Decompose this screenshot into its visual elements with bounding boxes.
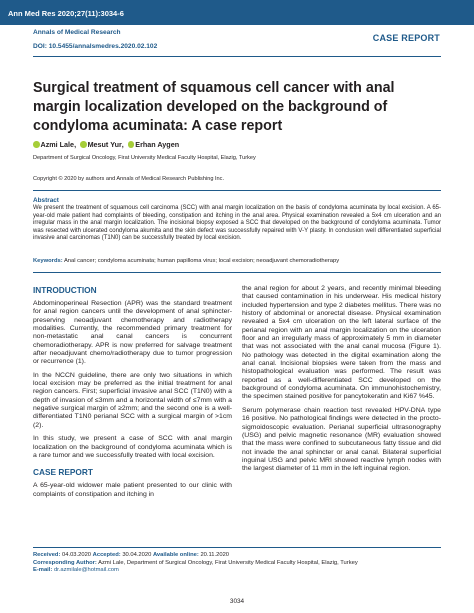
author[interactable] — [128, 140, 179, 149]
article-footer — [33, 552, 441, 575]
available-date: 20.11.2020 — [200, 552, 230, 558]
affiliation: Department of Surgical Oncology, Firat University Medical Faculty Hospital, Elazig, Turkey — [33, 155, 256, 161]
orcid-icon[interactable] — [33, 141, 40, 148]
corresponding-author: Azmi Lale, Department of Surgical Oncology, Firat University Medical Faculty Hospital, Elazig, Turkey — [98, 559, 358, 566]
author-separator: , — [121, 140, 124, 149]
left-column — [33, 285, 232, 504]
intro-paragraph-1: Abdominoperineal Resection (APR) was the standard treatment for anal region cancers until the development of anal sphincter-preserving neoadjuvant chemotherapy and radiotherapy modalities. Currently, the recommended primary treatment for non-metastatic anal canal cancers is concurrent chemoradiotherapy. APR is now preferred for salvage treatment after neoadjuvant chemo/radiotherapy due to tumor progression or recurrence (1). — [33, 300, 232, 366]
copyright-notice: Copyright © 2020 by authors and Annals of Medical Research Publishing Inc. — [33, 176, 225, 182]
case-paragraph: A 65-year-old widower male patient presented to our clinic with complaints of constipation and itching in — [33, 482, 232, 498]
introduction-heading: INTRODUCTION — [33, 285, 97, 295]
top-banner — [0, 0, 474, 25]
orcid-icon[interactable] — [80, 141, 87, 148]
dates-line — [33, 552, 441, 560]
header-divider — [33, 56, 441, 57]
journal-name: Annals of Medical Research — [33, 29, 121, 36]
available-label: Available online: — [152, 552, 199, 558]
author-separator: , — [74, 140, 77, 149]
abstract-heading: Abstract — [33, 197, 59, 204]
doi-link[interactable]: DOI: 10.5455/annalsmedres.2020.02.102 — [33, 43, 158, 50]
accepted-date: 30.04.2020 — [122, 552, 152, 558]
article-type-label: CASE REPORT — [372, 33, 440, 43]
abstract-divider-bottom — [33, 272, 441, 273]
abstract-divider-top — [33, 190, 441, 191]
corresponding-label: Corresponding Author: — [33, 559, 97, 566]
author-name: Erhan Aygen — [135, 140, 180, 149]
abstract-text: We present the treatment of squamous cell carcinoma (SCC) with anal margin localization on the basis of condyloma acuminata by local excision. A 65-year-old male patient had complaints of bleeding, constipation and itching in the anal area. Physical examination revealed a 5x4 cm ulceration and an irregular mass in the anal margin localization. The incisional biopsy exposed a SCC that developed on the background of condyloma acuminata. Tumor was resected with ulcerated condyloma akumita and the skin defect was successfully repaired with V-Y plasty. In conclusion well differentiated superficial invasive anal carcinomas (T1N0) can be successfully treated by local excision. — [33, 205, 441, 242]
received-date: 04.03.2020 — [62, 552, 92, 558]
article-title: Surgical treatment of squamous cell cancer with anal margin localization developed on the background of condyloma acuminata: A case report — [33, 80, 395, 134]
right-column — [242, 285, 441, 479]
accepted-label: Accepted: — [92, 552, 121, 558]
email-link[interactable]: dr.azmilale@hotmail.com — [53, 567, 119, 574]
author-name: Azmi Lale — [40, 140, 75, 149]
keywords — [33, 258, 441, 264]
case-paragraph-2: Serum polymerase chain reaction test revealed HPV-DNA type 16 positive. No pathological findings were detected in the procto-sigmoidoscopic evaluation. Perianal superficial ultrasonography (USG) and pelvic magnetic resonance (MR) evaluation showed that the mass were confined to subcutaneous fatty tissue and did not invade the anal sphincter or anal canal. Bilateral superficial inguinal USG and pelvic MRI showed reactive lymph nodes with the largest diameter of 11 mm in the left inguinal region. — [242, 406, 441, 473]
citation: Ann Med Res 2020;27(11):3034-6 — [8, 9, 124, 18]
email-line — [33, 567, 441, 575]
intro-paragraph-2: In the NCCN guideline, there are only two situations in which local excision may be preferred as the initial treatment for anal region cancers. First; superficial invasive anal SCC (T1N0) with a depth of invasion of ≤3mm and a horizontal width of ≤7mm with a negative surgical margin of ≥2mm; and the second one is a well-differentiated T1N0 perianal SCC with a surgical margin of >1cm (2). — [33, 371, 232, 429]
corresponding-line — [33, 560, 441, 568]
intro-paragraph-3: In this study, we present a case of SCC with anal margin localization on the background of condyloma acuminata which is a rare tumor and we successfully treated with local excision. — [33, 435, 232, 459]
footer-divider — [33, 547, 441, 548]
page-number: 3034 — [229, 598, 245, 605]
author[interactable] — [33, 140, 76, 149]
author-name: Mesut Yur — [87, 140, 122, 149]
keywords-text: Anal cancer; condyloma acuminata; human papilloma virus; local excision; neoadjuvant chemoradiotherapy — [63, 258, 340, 264]
case-paragraph-continued: the anal region for about 2 years, and recently minimal bleeding that caused contamination in his underwear. His medical history included hypertension and type 2 diabetes mellitus. There was no history of abdominal or anorectal disease. Physical examination revealed a 5x4 cm ulceration on the left lateral surface of the perianal region with an anal margin localization on the ulceration floor and an irregularly mass of approximately 5 mm in diameter that was not associated with the anal canal mucosa (Figure 1). No pathology was detected in the digital examination along the anal canal. Incisional biopsies were taken from the mass and histopathological evaluation was performed. The result was reported as a well-differentiated SCC developed on the background of condyloma acuminata. On immunohistochemistry, the specimen stained positive for pancytokeratin and Ki67 %45. — [242, 285, 441, 401]
received-label: Received: — [33, 552, 61, 558]
email-label: E-mail: — [33, 567, 53, 574]
author[interactable] — [80, 140, 124, 149]
case-report-heading: CASE REPORT — [33, 467, 93, 478]
orcid-icon[interactable] — [128, 141, 135, 148]
keywords-label: Keywords: — [33, 258, 63, 264]
author-list — [33, 140, 179, 149]
